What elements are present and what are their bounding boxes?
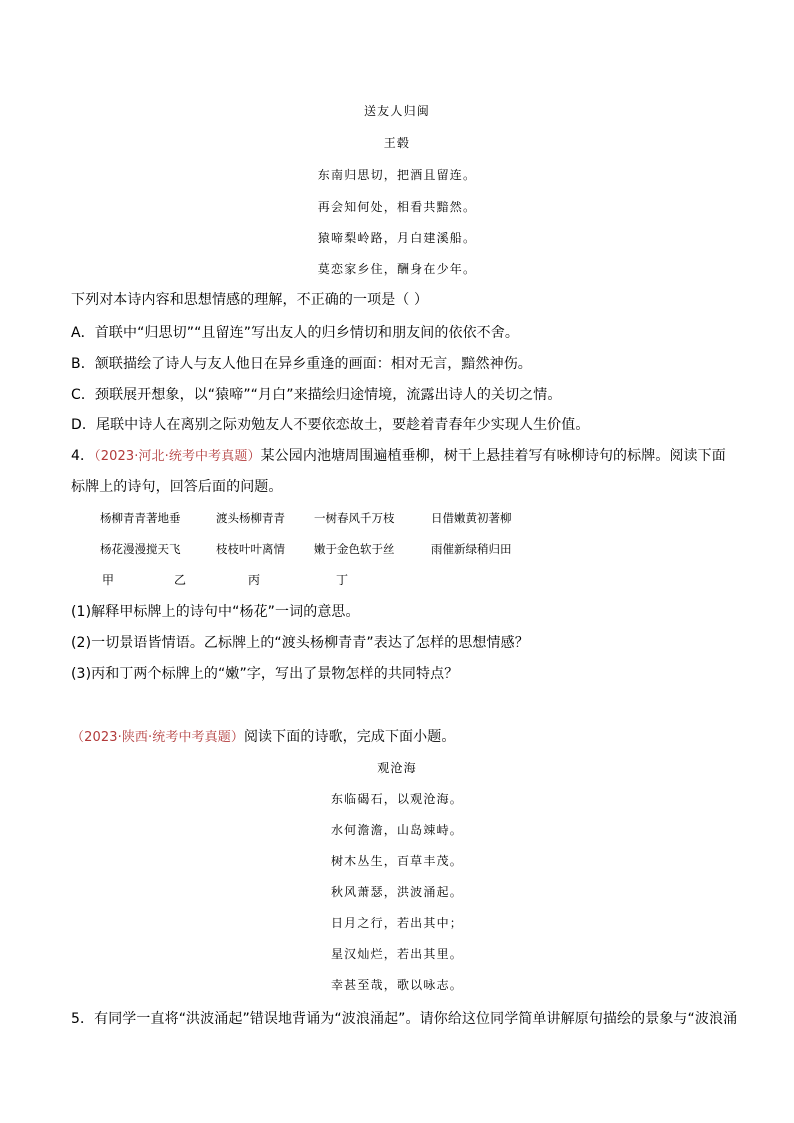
sign-label: 丙 xyxy=(248,573,261,587)
sign-text: 渡头杨柳青青 xyxy=(216,511,285,525)
sign-text: 枝枝叶叶离情 xyxy=(216,542,285,556)
question-stem: 下列对本诗内容和思想情感的理解，不正确的一项是（ ） xyxy=(71,292,429,308)
sign-text: 一树春风千万枝 xyxy=(314,511,395,525)
poem2-line: 水何澹澹，山岛竦峙。 xyxy=(330,823,463,837)
section-intro xyxy=(71,726,455,746)
option-a: A．首联中“归思切”“且留连”写出友人的归乡情切和朋友间的依依不舍。 xyxy=(71,325,519,341)
poem2-line: 秋风萧瑟，洪波涌起。 xyxy=(330,885,463,899)
poem1-line: 莫恋家乡住，酬身在少年。 xyxy=(317,262,477,276)
question-4-line2: 标牌上的诗句，回答后面的问题。 xyxy=(71,479,283,495)
sign-label: 丁 xyxy=(336,573,349,587)
question-number: 4． xyxy=(71,448,95,464)
poem1-line: 猿啼梨岭路，月白建溪船。 xyxy=(317,231,477,245)
poem2-line: 东临碣石，以观沧海。 xyxy=(330,792,463,806)
option-d: D．尾联中诗人在离别之际劝勉友人不要依恋故土，要趁着青春年少实现人生价值。 xyxy=(71,417,590,433)
poem1-title: 送友人归闽 xyxy=(363,104,430,118)
section-intro-text: 阅读下面的诗歌，完成下面小题。 xyxy=(243,729,456,745)
sign-row-1 xyxy=(100,510,512,526)
question-text: 某公园内池塘周围遍植垂柳，树干上悬挂着写有咏柳诗句的标牌。阅读下面 xyxy=(260,448,726,464)
question-4-line1 xyxy=(71,445,726,465)
poem2-line: 幸甚至哉，歌以咏志。 xyxy=(330,978,463,992)
poem1-line: 东南归思切，把酒且留连。 xyxy=(317,168,477,182)
sign-text: 日借嫩黄初著柳 xyxy=(431,511,512,525)
poem1-line: 再会知何处，相看共黯然。 xyxy=(317,200,477,214)
question-source: （2023·河北·统考中考真题） xyxy=(94,449,261,464)
option-b: B．颔联描绘了诗人与友人他日在异乡重逢的画面：相对无言，黯然神伤。 xyxy=(71,356,532,372)
sign-text: 嫩于金色软于丝 xyxy=(314,542,395,556)
question-5: 5．有同学一直将“洪波涌起”错误地背诵为“波浪涌起”。请你给这位同学简单讲解原句描绘的景象与“波浪涌 xyxy=(71,1011,738,1027)
poem2-title: 观沧海 xyxy=(377,761,417,775)
section-source: （2023·陕西·统考中考真题） xyxy=(71,730,244,745)
poem2-line: 树木丛生，百草丰茂。 xyxy=(330,854,463,868)
sign-label: 乙 xyxy=(174,573,187,587)
sign-text: 雨催新绿稍归田 xyxy=(431,542,512,556)
option-c: C．颈联展开想象，以“猿啼”“月白”来描绘归途情境，流露出诗人的关切之情。 xyxy=(71,387,562,403)
poem1-author: 王毂 xyxy=(383,136,411,150)
sub-question-2: (2)一切景语皆情语。乙标牌上的“渡头杨柳青青”表达了怎样的思想情感？ xyxy=(71,635,529,651)
sub-question-1: (1)解释甲标牌上的诗句中“杨花”一词的意思。 xyxy=(71,604,360,620)
sign-label: 甲 xyxy=(102,573,115,587)
sign-row-2 xyxy=(100,541,512,557)
sub-question-3: (3)丙和丁两个标牌上的“嫩”字，写出了景物怎样的共同特点？ xyxy=(71,666,459,682)
poem2-line: 星汉灿烂，若出其里。 xyxy=(330,947,463,961)
sign-text: 杨花漫漫搅天飞 xyxy=(100,542,181,556)
sign-text: 杨柳青青著地垂 xyxy=(100,511,181,525)
poem2-line: 日月之行，若出其中； xyxy=(330,916,463,930)
